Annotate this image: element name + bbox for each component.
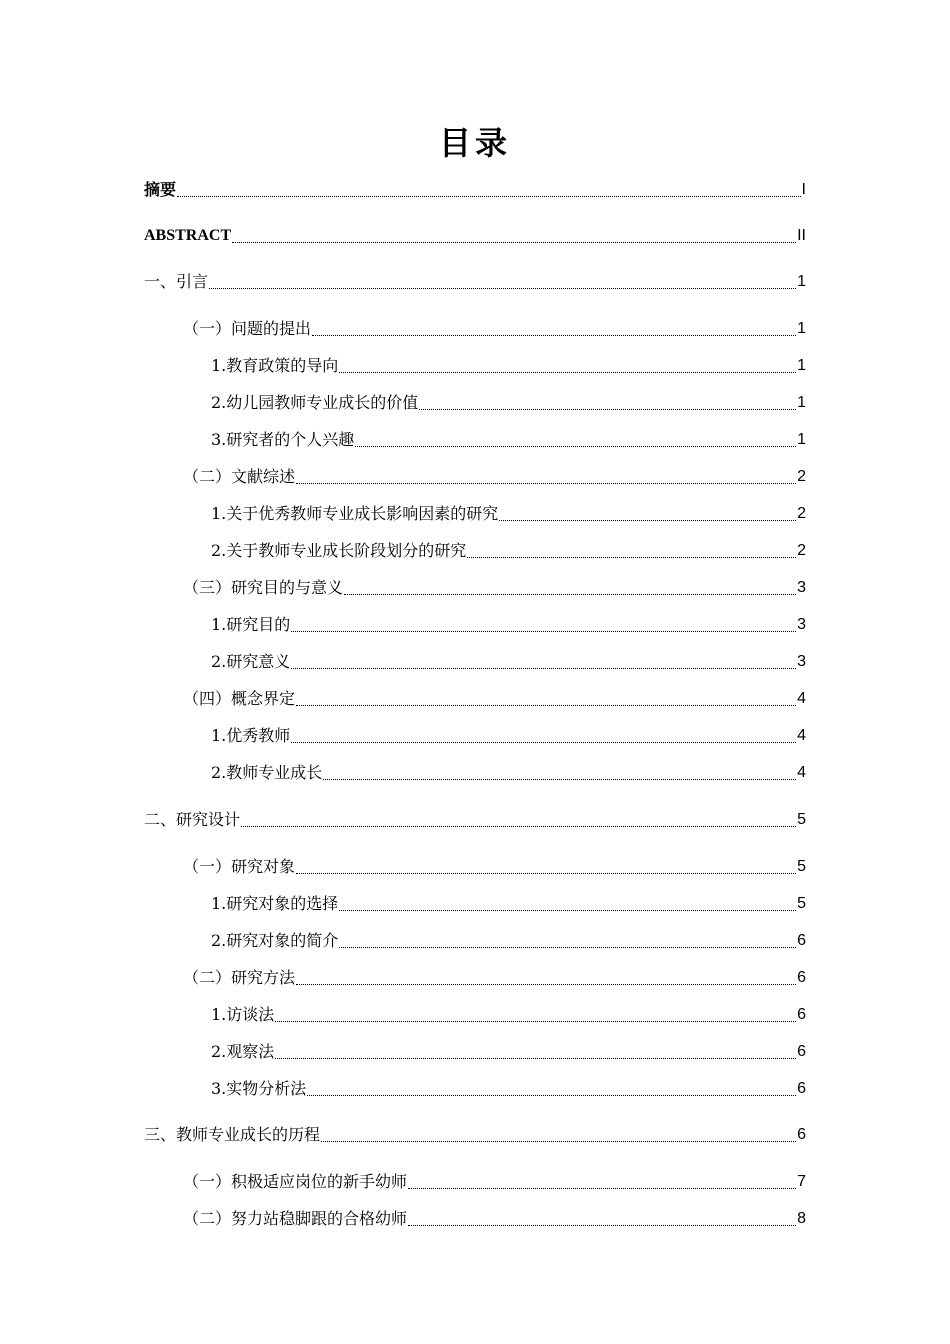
toc-entry[interactable] — [0, 1001, 806, 1025]
toc-entry-label: 2.幼儿园教师专业成长的价值 — [211, 393, 419, 412]
toc-entry-label: （一）积极适应岗位的新手幼师 — [183, 1172, 408, 1191]
toc-entry-page: 1 — [797, 394, 806, 411]
toc-entry[interactable] — [0, 1075, 806, 1099]
toc-entry-abstract-cn[interactable] — [0, 176, 806, 200]
toc-entry-label: （一）问题的提出 — [183, 319, 312, 338]
toc-entry[interactable] — [0, 268, 806, 292]
toc-entry-label: 2.观察法 — [211, 1042, 275, 1061]
dot-leader — [339, 933, 796, 948]
dot-leader — [291, 617, 796, 632]
toc-entry[interactable] — [0, 611, 806, 635]
toc-entry-page: 3 — [797, 616, 806, 633]
toc-entry-page: 5 — [797, 895, 806, 912]
dot-leader — [296, 469, 796, 484]
toc-entry-label: （二）文献综述 — [183, 467, 296, 486]
dot-leader — [232, 228, 796, 243]
toc-entry[interactable] — [0, 759, 806, 783]
dot-leader — [355, 432, 796, 447]
dot-leader — [419, 395, 796, 410]
toc-entry-label: 三、教师专业成长的历程 — [144, 1125, 321, 1144]
toc-entry-page: 3 — [797, 653, 806, 670]
toc-entry-page: 6 — [797, 1126, 806, 1143]
dot-leader — [323, 765, 796, 780]
toc-entry-page: 6 — [797, 1043, 806, 1060]
toc-entry-label: 1.关于优秀教师专业成长影响因素的研究 — [211, 504, 499, 523]
toc-entry-label: 1.研究对象的选择 — [211, 894, 339, 913]
dot-leader — [291, 654, 796, 669]
dot-leader — [408, 1211, 796, 1226]
dot-leader — [467, 543, 796, 558]
toc-entry-label: 1.访谈法 — [211, 1005, 275, 1024]
toc-entry-page: 8 — [797, 1210, 806, 1227]
toc-entry[interactable] — [0, 537, 806, 561]
toc-entry-label: 摘要 — [144, 180, 177, 199]
toc-entry[interactable] — [0, 648, 806, 672]
toc-entry[interactable] — [0, 853, 806, 877]
dot-leader — [291, 728, 796, 743]
toc-entry-page: 2 — [797, 505, 806, 522]
toc-entry[interactable] — [0, 806, 806, 830]
toc-entry[interactable] — [0, 1168, 806, 1192]
toc-entry[interactable] — [0, 927, 806, 951]
toc-entry-label: （一）研究对象 — [183, 857, 296, 876]
toc-entry-page: 2 — [797, 468, 806, 485]
toc-entry[interactable] — [0, 315, 806, 339]
toc-entry[interactable] — [0, 890, 806, 914]
page-title: 目录 — [438, 124, 511, 162]
toc-entry-page: 5 — [797, 811, 806, 828]
dot-leader — [241, 812, 796, 827]
toc-entry-label: ABSTRACT — [144, 227, 232, 244]
toc-entry-label: 2.研究意义 — [211, 652, 291, 671]
toc-entry-page: 1 — [797, 431, 806, 448]
toc-entry-page: 3 — [797, 579, 806, 596]
dot-leader — [296, 859, 796, 874]
toc-entry[interactable] — [0, 463, 806, 487]
toc-entry-page: 6 — [797, 1080, 806, 1097]
toc-entry[interactable] — [0, 1121, 806, 1145]
dot-leader — [275, 1044, 796, 1059]
toc-entry-page: I — [801, 181, 806, 198]
toc-entry-page: 7 — [797, 1173, 806, 1190]
toc-entry-label: 1.研究目的 — [211, 615, 291, 634]
toc-entry[interactable] — [0, 574, 806, 598]
toc-entry-label: 1.教育政策的导向 — [211, 356, 339, 375]
dot-leader — [408, 1174, 796, 1189]
dot-leader — [344, 580, 796, 595]
dot-leader — [307, 1081, 796, 1096]
dot-leader — [296, 691, 796, 706]
toc-entry-label: （二）研究方法 — [183, 968, 296, 987]
toc-entry[interactable] — [0, 389, 806, 413]
toc-entry-page: 1 — [797, 320, 806, 337]
toc-entry-abstract-en[interactable] — [0, 222, 806, 246]
toc-entry-label: 2.教师专业成长 — [211, 763, 323, 782]
toc-entry-page: 6 — [797, 1006, 806, 1023]
toc-entry-label: 1.优秀教师 — [211, 726, 291, 745]
dot-leader — [177, 182, 801, 197]
toc-entry[interactable] — [0, 500, 806, 524]
toc-entry-label: 2.研究对象的简介 — [211, 931, 339, 950]
dot-leader — [296, 970, 796, 985]
toc-entry-page: 6 — [797, 969, 806, 986]
toc-entry-label: 2.关于教师专业成长阶段划分的研究 — [211, 541, 467, 560]
toc-entry-page: 4 — [797, 764, 806, 781]
toc-entry[interactable] — [0, 1205, 806, 1229]
toc-entry-page: 4 — [797, 690, 806, 707]
toc-entry-page: II — [797, 227, 806, 244]
toc-entry-label: （二）努力站稳脚跟的合格幼师 — [183, 1209, 408, 1228]
toc-entry-page: 4 — [797, 727, 806, 744]
dot-leader — [339, 896, 796, 911]
toc-entry[interactable] — [0, 722, 806, 746]
toc-entry-label: （四）概念界定 — [183, 689, 296, 708]
dot-leader — [275, 1007, 796, 1022]
toc-entry[interactable] — [0, 352, 806, 376]
toc-entry-page: 2 — [797, 542, 806, 559]
toc-entry-label: 3.实物分析法 — [211, 1079, 307, 1098]
toc-entry-page: 6 — [797, 932, 806, 949]
toc-entry-page: 1 — [797, 273, 806, 290]
dot-leader — [209, 274, 796, 289]
toc-entry-label: （三）研究目的与意义 — [183, 578, 344, 597]
toc-entry-page: 1 — [797, 357, 806, 374]
dot-leader — [312, 321, 796, 336]
toc-entry-label: 3.研究者的个人兴趣 — [211, 430, 355, 449]
toc-entry[interactable] — [0, 964, 806, 988]
toc-entry-page: 5 — [797, 858, 806, 875]
toc-entry-label: 二、研究设计 — [144, 810, 241, 829]
toc-entry[interactable] — [0, 1038, 806, 1062]
toc-entry[interactable] — [0, 426, 806, 450]
dot-leader — [321, 1127, 796, 1142]
toc-entry-label: 一、引言 — [144, 272, 209, 291]
toc-entry[interactable] — [0, 685, 806, 709]
dot-leader — [499, 506, 796, 521]
dot-leader — [339, 358, 796, 373]
